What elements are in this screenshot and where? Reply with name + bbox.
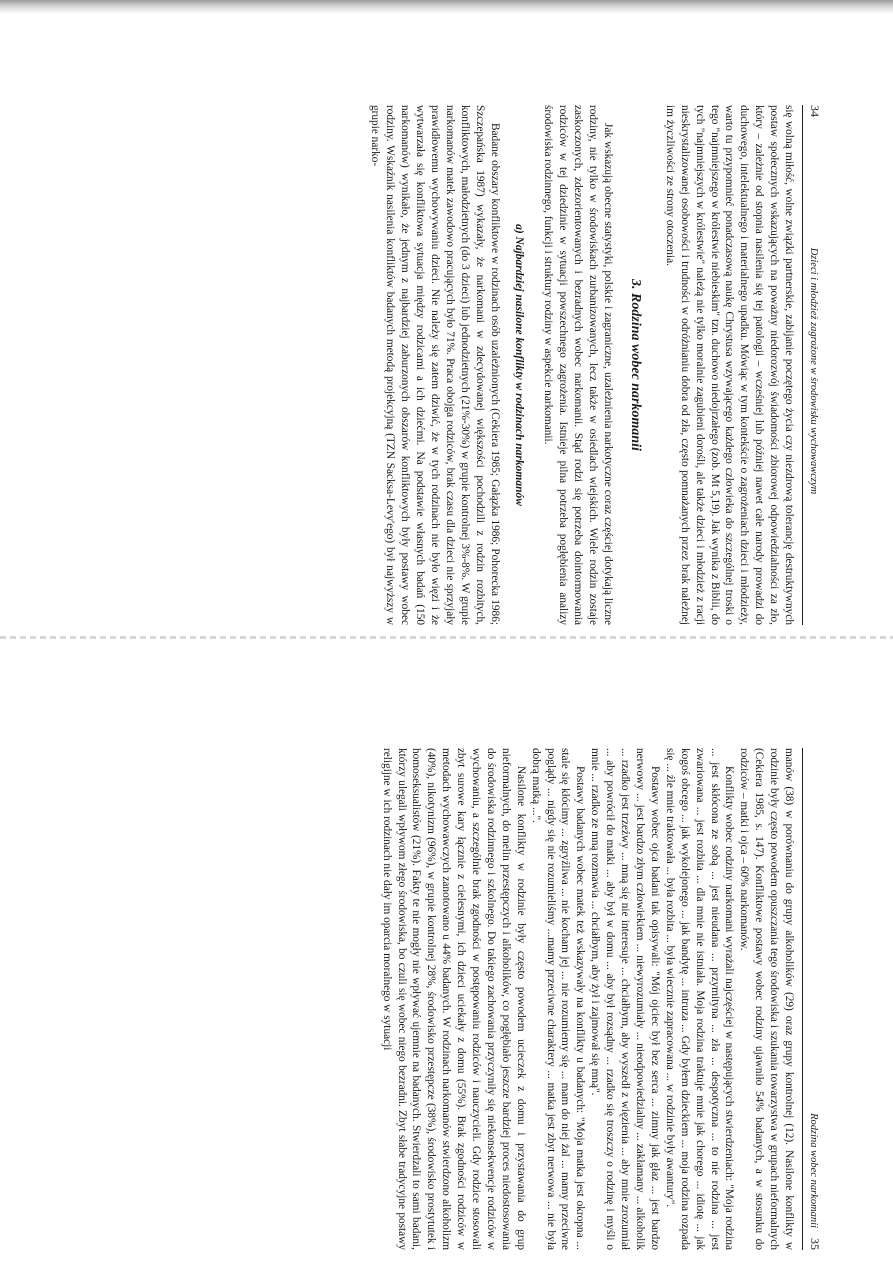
- section-title: 3. Rodzina wobec narkomanii: [627, 279, 643, 451]
- paragraph: Postawy wobec ojca badani tak opisywali: "Mój ojciec był bez serca ... zimny jak głaz ... jest bardzo nerwowy ... jest bardzo złym człowiekiem ... niewyrozumiały ... nieodpowiedzialny ... zakłamany ... alkoholik ... rzadko jest trzeźwy ... mną się nie interesuje ... chciałbym, aby wyszedł z więzienia ... aby mnie zrozumiał ... aby powrócił do matki ... aby był w domu ... aby był rozsądny ... rzadko się troszczy o rodzinę i myśli o mnie ... rzadko ze mną rozmawia ... chciałbym, aby żył i zajmował się mną".: [589, 748, 661, 1250]
- running-header: [802, 748, 822, 1250]
- right-page: [380, 748, 822, 1250]
- paragraph: Nasilone konflikty w rodzinie były często powodem ucieczek z domu i przystawania do grup nieformalnych, do melin przestępczych i alkoholików, co pogłębiało jeszcze bardziej proces niedostosowania do środowiska rodzinnego i szkolnego. Do takiego zachowania przyczyniły się niekonsekwencje rodziców w wychowaniu, a szczególnie brak zgodności w postępowaniu rodziców i nauczycieli. Gdy rodzice stosowali zbyt surowe kary łącznie z cielesnymi, ich dzieci uciekały z domu (55%). Brak zgodności rodziców w metodach wychowawczych zanotowano u 44% badanych. W rodzinach narkomanów stwierdzono alkoholizm (40%), nikotynizm (96%), w grupie kontrolnej 28%, środowisko przestępcze (38%), środowisko prostytutek i homoseksualistów (21%). Fakty te nie mogły nie wpływać ujemnie na badanych. Stwierdzali to sami badani, którzy ulegali wpływom złego środowiska, bo czuli się wobec niego bezradni. Zbyt słabe tradycyjne postawy religijne w ich rodzinach nie dały im oparcia moralnego w sytuacji: [380, 748, 527, 1250]
- paragraph: Jak wskazują obecne statystyki, polskie i zagraniczne, uzależnienia narkotyczne coraz częściej dotykają liczne rodziny, nie tylko w środowiskach zurbanizowanych, lecz także w osiedlach wiejskich. Wiele rodzin zostaje zaskoczonych, zdezorientowanych i bezradnych wobec narkomanii. Stąd rodzi się potrzeba dointormowania rodziców w tej dziedzinie w sytuacji powszechnego zagrożenia. Istnieje pilna potrzeba pogłębienia analizy środowiska rodzinnego, funkcji i struktury rodziny w aspekcie narkomanii.: [542, 105, 615, 625]
- paragraph: manów (38) w porównaniu do grupy alkoholików (29) oraz grupy kontrolnej (12). Nasilone konflikty w rodzinie były często powodem opuszczania tego środowiska i szukania towarzystwa w grupach nieformalnych (Cekiera 1985, s. 147). Konfliktowe postawy wobec rodziny ujawniło 54% badanych, a w stosunku do rodziców – matki i ojca – 60% narkomanów.: [738, 748, 796, 1250]
- book-spine: [0, 636, 893, 639]
- running-header: [802, 105, 822, 625]
- paragraph: Badane obszary konfliktowe w rodzinach osób uzależnionych (Cekiera 1985; Gałązka 1986; Pohorecka 1986; Szczepańska 1987) wykazały, że narkomani w zdecydowanej większości pochodzili z rodzin rozbitych, konfliktowych, małodzietnych (do 3 dzieci) lub jednodzietnych (21%-30%) w grupie kontrolnej 3%-8%. W grupie narkomanów matek zawodowo pracujących było 71%. Praca obojga rodziców, brak czasu dla dzieci nie sprzyjały prawidłowemu wychowywaniu dzieci. Nie należy się zatem dziwić, że w tych rodzinach nie było więzi i że wytwarzała się konfliktowa sytuacja między rodzicami a ich dziećmi. Na podstawie własnych badań (150 narkomanów) wynikało, że jednym z najbardziej zaburzonych obszarów konfliktowych były postawy wobec rodziny. Wskaźnik nasilenia konfliktów badanych metodą projekcyjną (TZN Sacksa-Levy'ego) był najwyższy w grupie narko-: [369, 105, 501, 625]
- running-head-title: Rodzina wobec narkomanii: [808, 1113, 819, 1228]
- page-number: 35: [808, 1238, 822, 1250]
- paragraph: Postawy badanych wobec matek też wskazywały na konflikty u badanych: "Moja matka jest okropna ... stale się kłócimy ... zgryźliwa ... nie kocham jej ... nie rozumiemy się ... mam do niej żal ... mamy przeciwne poglądy ... nigdy się nie rozumieliśmy ...mamy przeciwne charaktery ... matka jest zbyt nerwowa ... nie była dobrą matką ...".: [529, 748, 587, 1250]
- paragraph: Konflikty wobec rodziny narkomani wyrażali najczęściej w następujących stwierdzeniach: "Moja rodzina ... jest skłócona ze sobą ... jest nieudana ... przymityna ... zła ... despotyczna ... to nie rodzina ... jest zwariowana ... jest rozbita ... dla mnie nie istniała. Moja rodzina traktuje mnie jak chorego ... idiotę ... jak kogoś obcego ... jak wykolejonego ... jak bandytę ... intruza ... Gdy byłem dzieckiem ... moja rodzina rozpada się ... źle mnie traktowała ... była rozbita ... była wiecznie zapracowana ... w rodzinie były awantury".: [663, 748, 736, 1250]
- paragraph: się wolną miłość, wolne związki partnerskie, zabijanie poczętego życia czy niezdrową tolerancję destruktywnych postaw społecznych wskazujących na poważny niedorozwój świadomości zbiorowej odpowiedzialności za zło, który – zależnie od stopnia nasilenia się tej patologii – wcześniej lub później nawet całe narody prowadzi do duchowego, intelektualnego i materialnego upadku. Mówiąc w tym kontekście o zagrożeniach dzieci i młodzieży, warto tu przypomnieć ponadczasową naukę Chrystusa wzywającego każdego człowieka do szczególnej troski o tego "najmniejszego w królestwie niebieskim" tzn. duchowo niedojrzałego (zob. Mt 5,19). Jak wynika z Biblii, do tych "najmniejszych w królestwie" należą nie tylko moralnie zagubieni dorośli, ale także dzieci i młodzież z racji nieskrystalizowanej osobowości i trudności w odróżnianiu dobra od zła, często pomnażanych przez brak należnej im życzliwości ze strony otoczenia.: [663, 105, 796, 625]
- running-head-title: Dzieci i młodzież zagrożone w środowisku wychowawczym: [808, 247, 819, 495]
- subsection-title: a) Najbardziej nasilone konflikty w rodzinach narkomanów: [513, 224, 526, 506]
- scan-shadow: [0, 0, 893, 14]
- page-number: 34: [808, 105, 822, 117]
- left-page: [369, 105, 822, 625]
